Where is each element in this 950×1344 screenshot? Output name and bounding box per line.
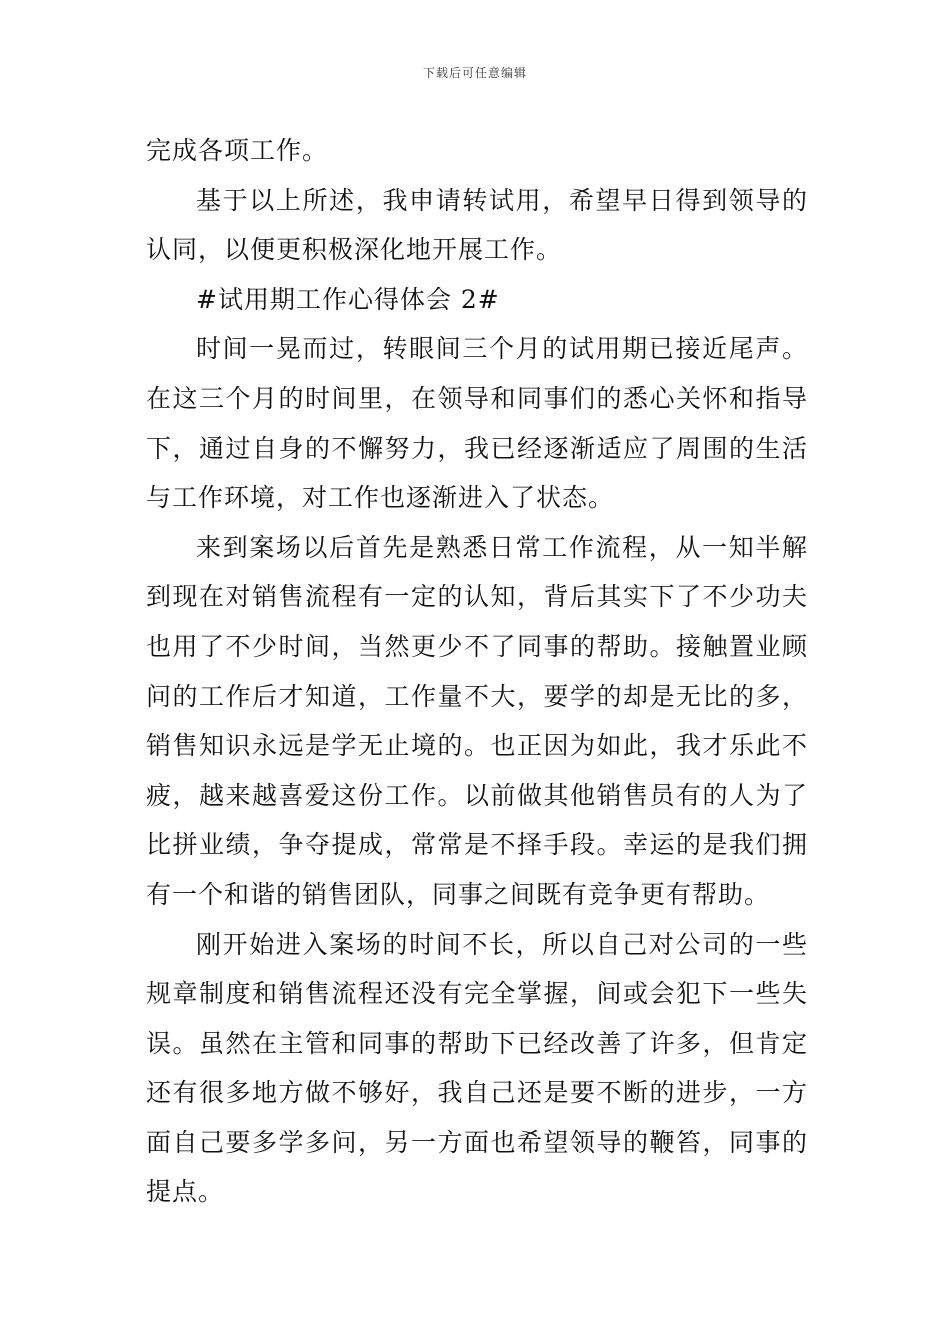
section-heading: #试用期工作心得体会 2# <box>196 284 500 314</box>
paragraph-continuation: 完成各项工作。 <box>146 136 329 165</box>
paragraph-application: 基于以上所述，我申请转试用，希望早日得到领导的认同，以便更积极深化地开展工作。 <box>146 185 808 265</box>
paragraph-intro <box>146 324 808 522</box>
header-note: 下载后可任意编辑 <box>422 66 527 80</box>
paragraph-intro-text: 时间一晃而过，转眼间三个月的试用期已接近尾声。在这三个月的时间里，在领导和同事们的悉心关怀和指导下，通过自身的不懈努力，我已经逐渐适应了周围的生活与工作环境，对工作也逐渐进入了状态。 <box>146 334 808 513</box>
paragraph-sales-process: 来到案场以后首先是熟悉日常工作流程，从一知半解到现在对销售流程有一定的认知，背后其实下了不少功夫也用了不少时间，当然更少不了同事的帮助。接触置业顾问的工作后才知道，工作量不大，要学的却是无比的多，销售知识永远是学无止境的。也正因为如此，我才乐此不疲，越来越喜爱这份工作。以前做其他销售员有的人为了比拼业绩，争夺提成，常常是不择手段。幸运的是我们拥有一个和谐的销售团队，同事之间既有竞争更有帮助。 <box>146 532 808 909</box>
document-body <box>146 126 808 1217</box>
paragraph-improvement: 刚开始进入案场的时间不长，所以自己对公司的一些规章制度和销售流程还没有完全掌握，间或会犯下一些失误。虽然在主管和同事的帮助下已经改善了许多，但肯定还有很多地方做不够好，我自己还是要不断的进步，一方面自己要多学多问，另一方面也希望领导的鞭笞，同事的提点。 <box>146 929 808 1207</box>
